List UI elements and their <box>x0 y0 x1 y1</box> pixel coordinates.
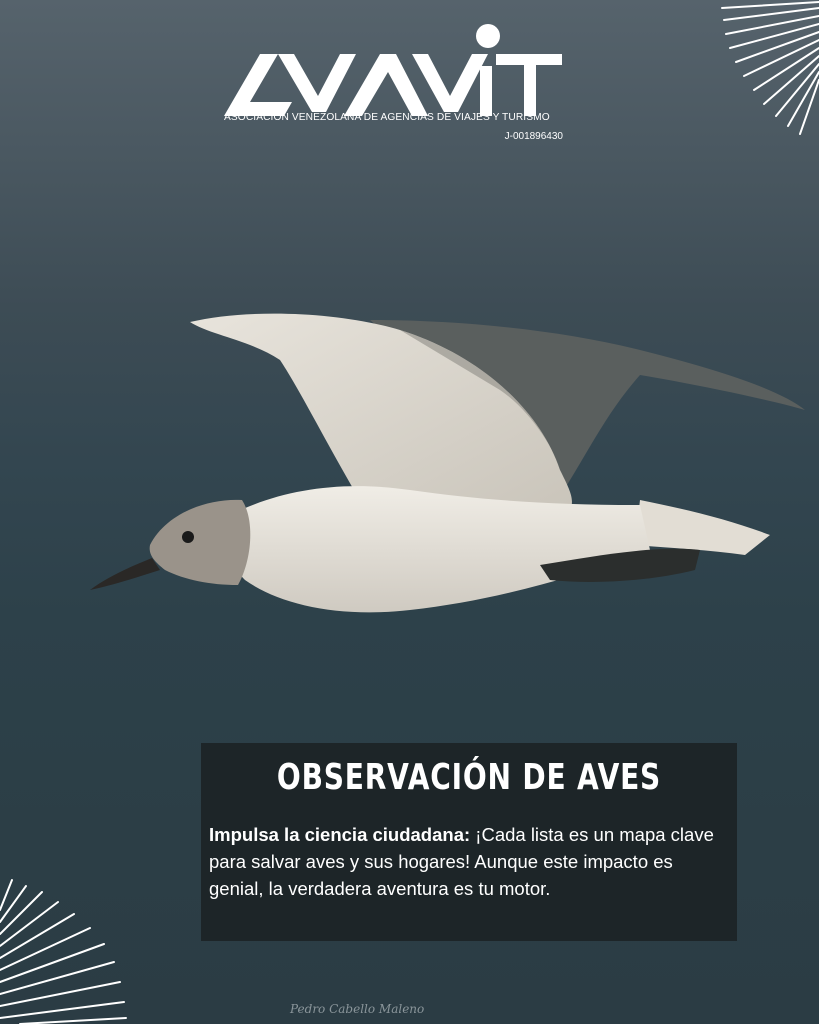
info-panel-body <box>209 821 731 902</box>
info-panel-body-text: ¡Cada lista es un mapa clave para salvar aves y sus hogares! Aunque este impacto es genial, la verdadera aventura es tu motor. <box>209 824 714 899</box>
sunburst-lines-icon <box>0 870 130 1024</box>
avavit-logo <box>222 22 567 152</box>
sunburst-lines-icon <box>700 0 819 140</box>
seagull-in-flight-illustration <box>80 300 810 630</box>
info-panel <box>201 743 737 941</box>
logo-subtitle: ASOCIACION VENEZOLANA DE AGENCIAS DE VIAJES Y TURISMO <box>224 112 550 123</box>
logo-rif-number: J-001896430 <box>504 131 563 142</box>
info-panel-title: OBSERVACIÓN DE AVES <box>276 757 662 798</box>
avavit-wordmark-icon <box>222 22 567 122</box>
photo-credit: Pedro Cabello Maleno <box>290 1002 425 1016</box>
info-panel-body-bold: Impulsa la ciencia ciudadana: <box>209 824 471 845</box>
